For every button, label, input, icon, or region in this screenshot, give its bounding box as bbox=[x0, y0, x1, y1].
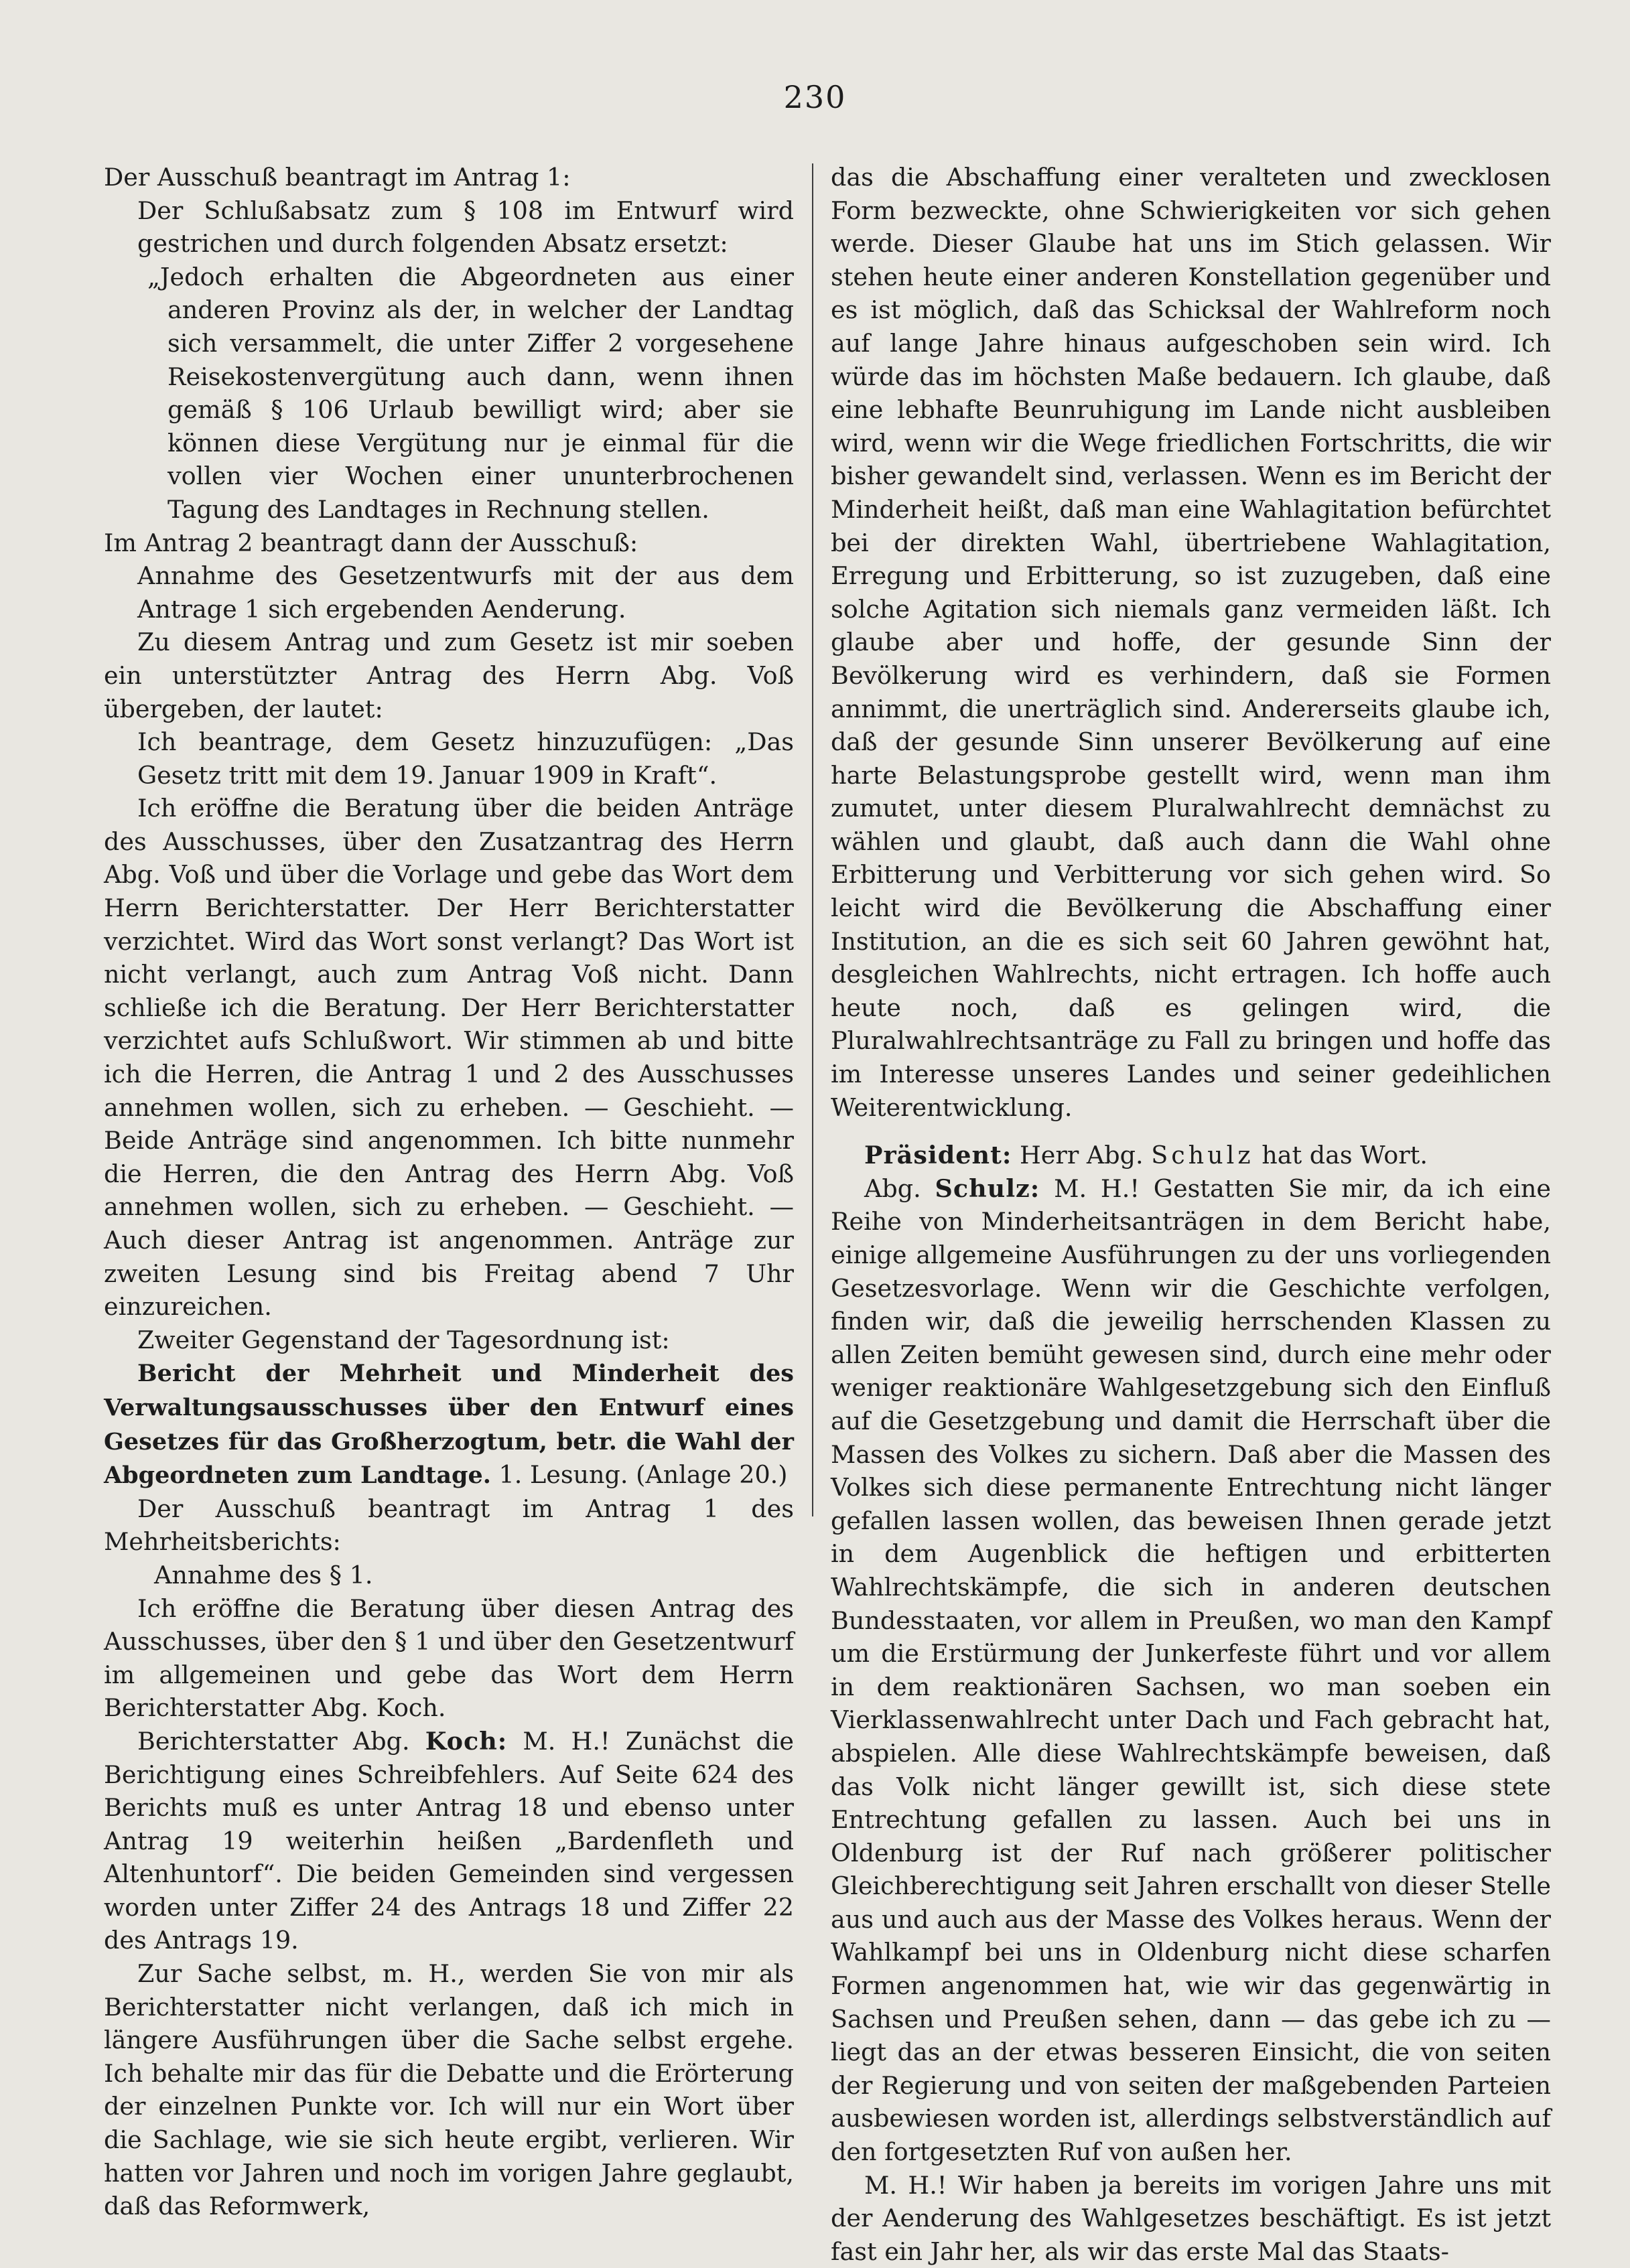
paragraph: Ich eröffne die Beratung über diesen Antrag des Ausschusses, über den § 1 und über den Gesetzentwurf im allgemeinen und gebe das Wort dem Herrn Berichterstatter Abg. Koch. bbox=[104, 1593, 794, 1723]
paragraph: Ich beantrage, dem Gesetz hinzuzufügen: „Das Gesetz tritt mit dem 19. Januar 1909 in Kraft“. bbox=[137, 727, 794, 790]
spaced-name: Schulz bbox=[1151, 1141, 1254, 1170]
speaker-title: Berichterstatter Abg. bbox=[137, 1726, 410, 1756]
speech-text: M. H.! Zunächst die Berichtigung eines Schreibfehlers. Auf Seite 624 des Berichts muß es unter Antrag 18 und ebenso unter Antrag 19 weiterhin heißen „Bardenfleth und Altenhuntorf“. Die beiden Gemeinden sind vergessen worden unter Ziffer 24 des Antrags 18 und Ziffer 22 des Antrags 19. bbox=[104, 1726, 794, 1955]
agenda-title: Bericht der Mehrheit und Minderheit des Verwaltungsausschusses über den Entwurf eines Gesetzes für das Großherzogtum, betr. die Wahl der Abgeordneten zum Landtage. bbox=[104, 1360, 794, 1490]
paragraph: Der Ausschuß beantragt im Antrag 1: bbox=[104, 163, 571, 192]
quoted-paragraph: „Jedoch erhalten die Abgeordneten aus einer anderen Provinz als der, in welcher der Landtag sich versammelt, die unter Ziffer 2 vorgesehene Reisekostenvergütung auch dann, wenn ihnen gemäß § 106 Urlaub bewilligt wird; aber sie können diese Vergütung nur je einmal für die vollen vier Wochen einer ununterbrochenen Tagung des Landtages in Rechnung stellen. bbox=[147, 262, 794, 524]
agenda-item bbox=[104, 1356, 794, 1492]
speaker-title: Abg. bbox=[864, 1174, 921, 1203]
speech-paragraph bbox=[104, 1725, 794, 1957]
paragraph: Zu diesem Antrag und zum Gesetz ist mir soeben ein unterstützter Antrag des Herrn Abg. Voß übergeben, der lautet: bbox=[104, 628, 794, 723]
spacer bbox=[831, 1124, 1551, 1139]
speaker-name: Präsident: bbox=[864, 1141, 1012, 1170]
speech-text: Herr Abg. bbox=[1019, 1141, 1144, 1170]
speech-text: hat das Wort. bbox=[1262, 1141, 1428, 1170]
paragraph: Annahme des Gesetzentwurfs mit der aus dem Antrage 1 sich ergebenden Aenderung. bbox=[137, 561, 794, 624]
right-column bbox=[831, 161, 1552, 2266]
page-number: 230 bbox=[783, 79, 847, 115]
paragraph: Zweiter Gegenstand der Tagesordnung ist: bbox=[137, 1325, 670, 1354]
paragraph: Ich eröffne die Beratung über die beiden Anträge des Ausschusses, über den Zusatzantrag des Herrn Abg. Voß und über die Vorlage und gebe das Wort dem Herrn Berichterstatter. Der Herr Berichterstatter verzichtet. Wird das Wort sonst verlangt? Das Wort ist nicht verlangt, auch zum Antrag Voß nicht. Dann schließe ich die Beratung. Der Herr Berichterstatter verzichtet aufs Schlußwort. Wir stimmen ab und bitte ich die Herren, die Antrag 1 und 2 des Ausschusses annehmen wollen, sich zu erheben. — Geschieht. — Beide Anträge sind angenommen. Ich bitte nunmehr die Herren, die den Antrag des Herrn Abg. Voß annehmen wollen, sich zu erheben. — Geschieht. — Auch dieser Antrag ist angenommen. Anträge zur zweiten Lesung sind bis Freitag abend 7 Uhr einzureichen. bbox=[104, 794, 794, 1322]
speaker-name: Koch: bbox=[425, 1726, 508, 1756]
paragraph: M. H.! Wir haben ja bereits im vorigen Jahre uns mit der Aenderung des Wahlgesetzes beschäftigt. Es ist jetzt fast ein Jahr her, als wir das erste Mal das Staats- bbox=[831, 2170, 1551, 2266]
paragraph: Der Schlußabsatz zum § 108 im Entwurf wird gestrichen und durch folgenden Absatz ersetzt: bbox=[137, 196, 794, 259]
speech-paragraph bbox=[831, 1139, 1551, 1172]
left-column bbox=[104, 161, 794, 2221]
speech-paragraph bbox=[831, 1172, 1551, 2169]
speech-text: M. H.! Gestatten Sie mir, da ich eine Reihe von Minderheitsanträgen in dem Bericht habe, einige allgemeine Ausführungen zu der uns vorliegenden Gesetzesvorlage. Wenn wir die Geschichte verfolgen, finden wir, daß die jeweilig herrschenden Klassen zu allen Zeiten bemüht gewesen sind, durch eine mehr oder weniger reaktionäre Wahlgesetzgebung sich den Einfluß auf die Gesetzgebung und damit die Herrschaft über die Massen des Volkes zu sichern. Daß aber die Massen des Volkes sich diese permanente Entrechtung nicht länger gefallen lassen wollen, das beweisen Ihnen gerade jetzt in dem Augenblick die heftigen und erbitterten Wahlrechtskämpfe, die sich in anderen deutschen Bundesstaaten, vor allem in Preußen, wo man den Kampf um die Erstürmung der Junkerfeste führt und vor allem in dem reaktionären Sachsen, wo man soeben ein Vierklassenwahlrecht unter Dach und Fach gebracht hat, abspielen. Alle diese Wahlrechtskämpfe beweisen, daß das Volk nicht länger gewillt ist, sich diese stete Entrechtung gefallen zu lassen. Auch bei uns in Oldenburg ist der Ruf nach größerer politischer Gleichberechtigung seit Jahren erschallt von dieser Stelle aus und auch aus der Masse des Volkes heraus. Wenn der Wahlkampf bei uns in Oldenburg nicht diese scharfen Formen angenommen hat, wie wir das gegenwärtig in Sachsen und Preußen sehen, dann — das gebe ich zu — liegt das an der etwas besseren Einsicht, die von seiten der Regierung und von seiten der maßgebenden Parteien ausbewiesen worden ist, allerdings selbstverständlich auf den fortgesetzten Ruf von außen her. bbox=[831, 1174, 1552, 2167]
paragraph: Annahme des § 1. bbox=[154, 1560, 373, 1589]
column-divider bbox=[812, 163, 813, 1516]
paragraph: das die Abschaffung einer veralteten und zwecklosen Form bezweckte, ohne Schwierigkeiten vor sich gehen werde. Dieser Glaube hat uns im Stich gelassen. Wir stehen heute einer anderen Konstellation gegenüber und es ist möglich, daß das Schicksal der Wahlreform noch auf lange Jahre hinaus aufgeschoben sein wird. Ich würde das im höchsten Maße bedauern. Ich glaube, daß eine lebhafte Beunruhigung im Lande nicht ausbleiben wird, wenn wir die Wege friedlichen Fortschritts, die wir bisher gewandelt sind, verlassen. Wenn es im Bericht der Minderheit heißt, daß man eine Wahlagitation befürchtet bei der direkten Wahl, übertriebene Wahlagitation, Erregung und Erbitterung, so ist zuzugeben, daß eine solche Agitation sich niemals ganz vermeiden läßt. Ich glaube aber und hoffe, der gesunde Sinn der Bevölkerung wird es verhindern, daß sie Formen annimmt, die unerträglich sind. Andererseits glaube ich, daß der gesunde Sinn unserer Bevölkerung auf eine harte Belastungsprobe gestellt wird, wenn man ihm zumutet, unter diesem Pluralwahlrecht demnächst zu wählen und glaubt, daß auch dann die Wahl ohne Erbitterung und Verbitterung vor sich gehen wird. So leicht wird die Bevölkerung die Abschaffung einer Institution, an die es sich seit 60 Jahren gewöhnt hat, desgleichen Wahlrechts, nicht ertragen. Ich hoffe auch heute noch, daß es gelingen wird, die Pluralwahlrechtsanträge zu Fall zu bringen und hoffe das im Interesse unseres Landes und seiner gedeihlichen Weiterentwicklung. bbox=[831, 163, 1551, 1122]
paragraph: Zur Sache selbst, m. H., werden Sie von mir als Berichterstatter nicht verlangen, daß ich mich in längere Ausführungen über die Sache selbst ergehe. Ich behalte mir das für die Debatte und die Erörterung der einzelnen Punkte vor. Ich will nur ein Wort über die Sachlage, wie sie sich heute ergibt, verlieren. Wir hatten vor Jahren und noch im vorigen Jahre geglaubt, daß das Reformwerk, bbox=[104, 1959, 794, 2221]
agenda-reading: 1. Lesung. (Anlage 20.) bbox=[498, 1460, 788, 1490]
paragraph: Der Ausschuß beantragt im Antrag 1 des Mehrheitsberichts: bbox=[104, 1494, 794, 1557]
paragraph: Im Antrag 2 beantragt dann der Ausschuß: bbox=[104, 528, 638, 557]
speaker-name: Schulz: bbox=[935, 1174, 1040, 1203]
